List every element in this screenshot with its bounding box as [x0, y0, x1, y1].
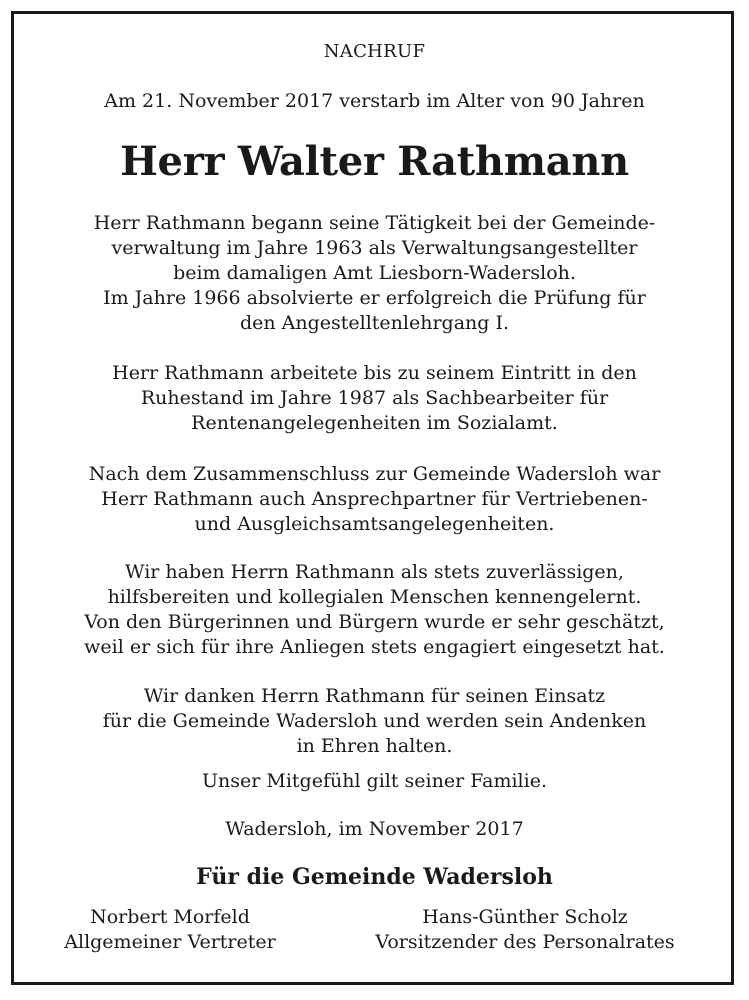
text-line: Herr Rathmann auch Ansprechpartner für Vertriebenen- [101, 488, 648, 510]
text-line: Im Jahre 1966 absolvierte er erfolgreich die Prüfung für [103, 287, 646, 309]
text-line: Wir danken Herrn Rathmann für seinen Einsatz [143, 685, 606, 707]
paragraph-appreciation [0, 560, 749, 660]
text-line: Unser Mitgefühl gilt seiner Familie. [202, 770, 547, 792]
text-line: und Ausgleichsamtsangelegenheiten. [194, 513, 555, 535]
text-line: den Angestelltenlehrgang I. [239, 312, 510, 334]
signoff-organization: Für die Gemeinde Wadersloh [196, 864, 553, 890]
signatory-right [330, 905, 720, 955]
text-line: Herr Rathmann arbeitete bis zu seinem Eintritt in den [112, 362, 637, 384]
signatory-role: Allgemeiner Vertreter [64, 931, 276, 953]
signatory-role: Vorsitzender des Personalrates [375, 931, 675, 953]
text-line: verwaltung im Jahre 1963 als Verwaltungsangestellter [111, 237, 638, 259]
text-line: Wadersloh, im November 2017 [225, 818, 524, 840]
text-line: Wir haben Herrn Rathmann als stets zuverlässigen, [125, 561, 624, 583]
text-line: beim damaligen Amt Liesborn-Wadersloh. [173, 262, 576, 284]
text-line: für die Gemeinde Wadersloh und werden sein Andenken [102, 710, 647, 732]
signatory-left [30, 905, 310, 955]
notice-heading: NACHRUF [323, 41, 426, 62]
text-line: Ruhestand im Jahre 1987 als Sachbearbeiter für [140, 387, 609, 409]
text-line: Nach dem Zusammenschluss zur Gemeinde Wadersloh war [88, 463, 661, 485]
paragraph-retirement [0, 361, 749, 436]
paragraph-career [0, 211, 749, 336]
deceased-name: Herr Walter Rathmann [120, 138, 629, 185]
signatory-name: Hans-Günther Scholz [422, 906, 628, 928]
text-line: weil er sich für ihre Anliegen stets engagiert eingesetzt hat. [84, 636, 665, 658]
death-date-line: Am 21. November 2017 verstarb im Alter von 90 Jahren [104, 90, 645, 112]
text-line: in Ehren halten. [296, 735, 453, 757]
paragraph-merger [0, 462, 749, 537]
paragraph-condolence [0, 769, 749, 794]
text-line: Herr Rathmann begann seine Tätigkeit bei der Gemeinde- [93, 212, 656, 234]
text-line: Von den Bürgerinnen und Bürgern wurde er sehr geschätzt, [84, 611, 665, 633]
signatory-name: Norbert Morfeld [90, 906, 250, 928]
text-line: hilfsbereiten und kollegialen Menschen kennengelernt. [107, 586, 642, 608]
place-date [0, 817, 749, 842]
paragraph-thanks [0, 684, 749, 759]
text-line: Rentenangelegenheiten im Sozialamt. [191, 412, 558, 434]
